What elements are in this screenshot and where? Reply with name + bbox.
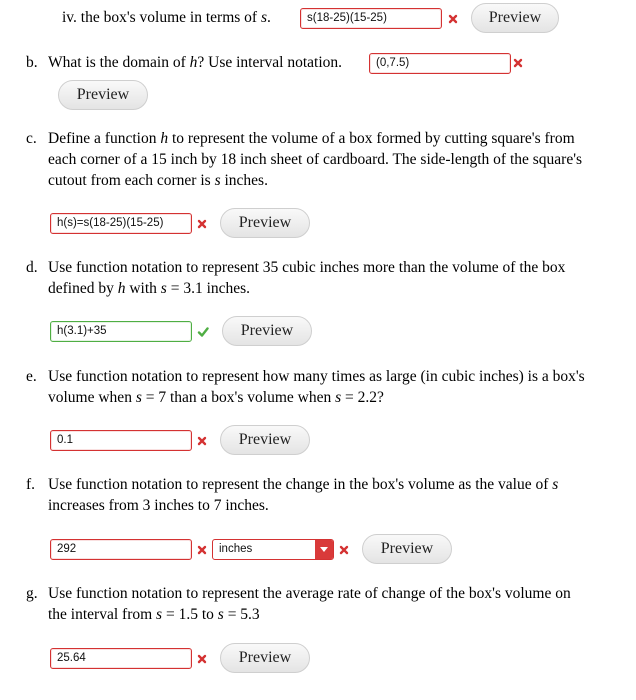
- part-g-question: Use function notation to represent the average rate of change of the box's volume on the interval from s = 1.5 to s = 5.3: [48, 585, 571, 623]
- part-f-letter: f.: [26, 476, 36, 493]
- part-iv-question: iv. the box's volume in terms of s.: [62, 9, 271, 26]
- x-mark-icon: [338, 544, 350, 556]
- x-mark-icon: [447, 13, 459, 25]
- x-mark-icon: [196, 218, 208, 230]
- part-e-question: Use function notation to represent how many times as large (in cubic inches) is a box's volume when s = 7 than a box's volume when s = 2.2?: [48, 368, 585, 406]
- part-f-answer-input[interactable]: 292: [50, 539, 192, 560]
- x-mark-icon: [196, 653, 208, 665]
- part-d-preview-button[interactable]: Preview: [222, 316, 312, 346]
- part-g-preview-button[interactable]: Preview: [220, 643, 310, 673]
- part-d-letter: d.: [26, 259, 38, 276]
- part-f-unit-select[interactable]: [212, 539, 334, 560]
- part-b-question: What is the domain of h? Use interval notation.: [48, 54, 342, 71]
- part-e-answer-input[interactable]: 0.1: [50, 430, 192, 451]
- part-d-question: Use function notation to represent 35 cubic inches more than the volume of the box defined by h with s = 3.1 inches.: [48, 259, 566, 297]
- x-mark-icon: [196, 435, 208, 447]
- part-e-letter: e.: [26, 368, 37, 385]
- x-mark-icon: [196, 544, 208, 556]
- part-e-preview-button[interactable]: Preview: [220, 425, 310, 455]
- part-g-letter: g.: [26, 585, 38, 602]
- check-mark-icon: [197, 326, 209, 338]
- part-iv-preview-button[interactable]: Preview: [471, 3, 559, 33]
- chevron-down-icon[interactable]: [315, 540, 333, 559]
- part-c-question: Define a function h to represent the volume of a box formed by cutting square's from each corner of a 15 inch by 18 inch sheet of cardboard. The side-length of the square's cutout from each corner is s inches.: [48, 130, 583, 189]
- part-b-answer-input[interactable]: (0,7.5): [369, 53, 511, 74]
- part-b-preview-button[interactable]: Preview: [58, 80, 148, 110]
- part-g-answer-input[interactable]: 25.64: [50, 648, 192, 669]
- part-c-answer-input[interactable]: h(s)=s(18-25)(15-25): [50, 213, 192, 234]
- part-f-question: Use function notation to represent the change in the box's volume as the value of s increases from 3 inches to 7 inches.: [48, 476, 559, 514]
- part-f-preview-button[interactable]: Preview: [362, 534, 452, 564]
- part-c-letter: c.: [26, 130, 37, 147]
- x-mark-icon: [512, 57, 524, 69]
- part-d-answer-input[interactable]: h(3.1)+35: [50, 321, 192, 342]
- part-c-preview-button[interactable]: Preview: [220, 208, 310, 238]
- part-iv-answer-input[interactable]: s(18-25)(15-25): [300, 8, 442, 29]
- part-b-letter: b.: [26, 54, 38, 71]
- unit-select-value: inches: [219, 543, 253, 555]
